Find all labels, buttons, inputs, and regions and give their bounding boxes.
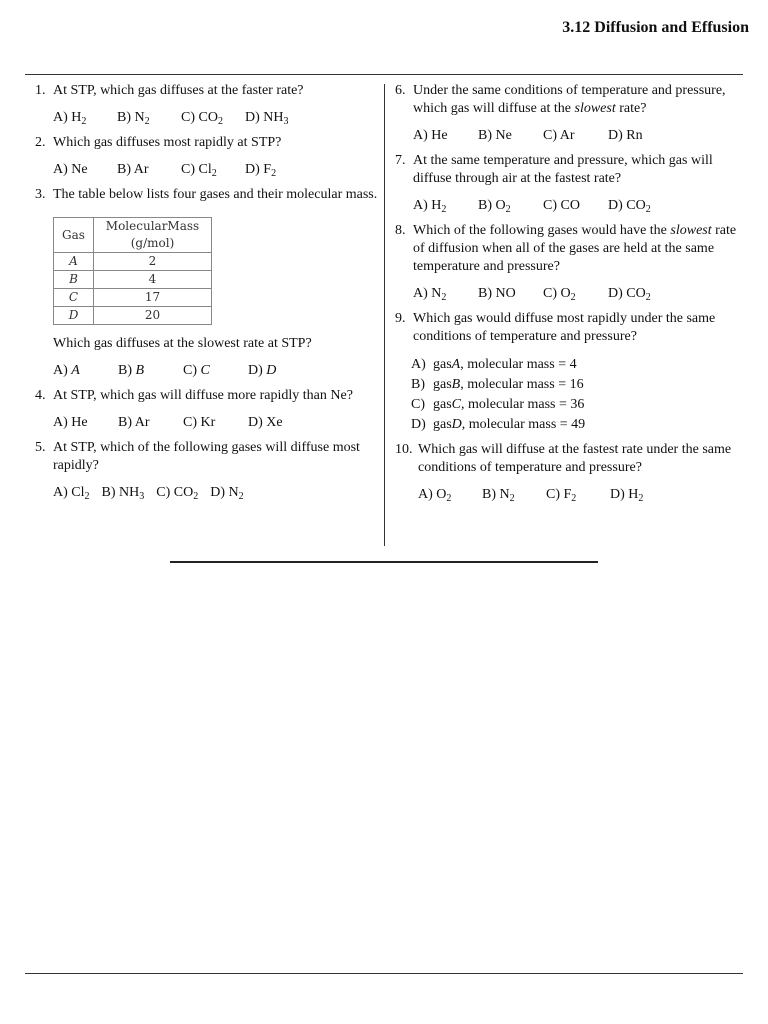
table-row <box>54 253 212 271</box>
choice-d[interactable]: D) $CO_2$ <box>608 198 651 215</box>
question-text: Which gas diffuses most rapidly at STP? <box>53 135 282 150</box>
question-text: At STP, which of the following gases will diffuse most rapidly? <box>53 440 360 473</box>
answer-choices <box>53 161 380 179</box>
header-rule <box>25 74 743 75</box>
question-text: Under the same conditions of temperature and pressure, which gas will diffuse at the slowest rate? <box>413 83 726 116</box>
gas-cell: D <box>54 307 94 325</box>
question-text: At the same temperature and pressure, which gas will diffuse through air at the fastest rate? <box>413 153 713 186</box>
question-10 <box>395 441 745 504</box>
answer-choices <box>53 484 380 502</box>
page-title: 3.12 Diffusion and Effusion <box>562 19 749 36</box>
gas-cell: B <box>54 271 94 289</box>
answer-choices <box>413 197 745 215</box>
choice-a[interactable]: A) gas A , molecular mass = 4 <box>411 357 577 372</box>
choice-b[interactable]: B) $N_2$ <box>482 487 515 504</box>
choice-a[interactable]: A) He <box>413 128 448 143</box>
question-number: 3. <box>35 187 46 202</box>
choice-a[interactable]: A) He <box>53 415 88 430</box>
answer-choices <box>53 109 380 127</box>
choice-c[interactable]: C) $CO_2$ <box>181 110 223 127</box>
question-6 <box>395 82 745 145</box>
mass-cell: 2 <box>94 253 212 271</box>
choice-d[interactable]: D) Xe <box>248 415 283 430</box>
question-text: At STP, which gas diffuses at the faster rate? <box>53 83 304 98</box>
choice-d[interactable]: D) $CO_2$ <box>608 286 651 303</box>
table-row <box>54 271 212 289</box>
question-text: The table below lists four gases and their molecular mass. <box>53 187 378 202</box>
header-molecular-mass: MolecularMass (g/mol) <box>94 218 212 253</box>
question-text: At STP, which gas will diffuse more rapidly than Ne? <box>53 388 353 403</box>
choice-d[interactable]: D) $H_2$ <box>610 487 644 504</box>
choice-b[interactable]: B) B <box>118 363 145 378</box>
answer-choices <box>413 127 745 145</box>
mass-cell: 4 <box>94 271 212 289</box>
question-1 <box>35 82 380 127</box>
choice-c[interactable]: C) $O_2$ <box>543 286 576 303</box>
mass-cell: 20 <box>94 307 212 325</box>
choice-a[interactable]: A) $O_2$ <box>418 487 452 504</box>
question-2 <box>35 134 380 179</box>
question-number: 6. <box>395 83 406 98</box>
question-number: 10. <box>395 442 413 457</box>
question-7 <box>395 152 745 215</box>
choice-a[interactable]: A) $H_2$ <box>53 110 87 127</box>
choice-b[interactable]: B) Ar <box>118 415 150 430</box>
question-text: Which gas will diffuse at the fastest rate under the same conditions of temperature and pressure? <box>418 442 732 475</box>
choice-c[interactable]: C) $F_2$ <box>546 487 577 504</box>
choice-b[interactable]: B) $NH_3$ <box>101 485 145 502</box>
choice-c[interactable]: C) Kr <box>183 415 216 430</box>
column-divider <box>384 84 385 546</box>
choice-c[interactable]: C) $CO_2$ <box>156 485 199 502</box>
question-number: 9. <box>395 311 406 326</box>
table-header-row <box>54 218 212 253</box>
header-gas: Gas <box>54 218 94 253</box>
answer-choices <box>418 486 745 504</box>
choice-a[interactable]: A) A <box>53 363 80 378</box>
choice-b[interactable]: B) $O_2$ <box>478 198 511 215</box>
choice-d[interactable]: D) gas D , molecular mass = 49 <box>411 417 586 432</box>
gas-cell: A <box>54 253 94 271</box>
mass-cell: 17 <box>94 289 212 307</box>
choice-d[interactable]: D) $NH_3$ <box>245 110 289 127</box>
choice-b[interactable]: B) gas B , molecular mass = 16 <box>411 377 584 392</box>
choice-c[interactable]: C) gas C , molecular mass = 36 <box>411 397 585 412</box>
question-9 <box>395 310 745 435</box>
choice-b[interactable]: B) Ar <box>117 162 149 177</box>
question-8 <box>395 222 745 303</box>
choice-c[interactable]: C) $Cl_2$ <box>181 162 217 179</box>
choice-d[interactable]: D) $F_2$ <box>245 162 277 179</box>
question-number: 4. <box>35 388 46 403</box>
question-subtext: Which gas diffuses at the slowest rate at STP? <box>53 336 312 351</box>
question-number: 8. <box>395 223 406 238</box>
answer-options <box>411 355 745 435</box>
question-3 <box>35 186 380 380</box>
table-row <box>54 307 212 325</box>
question-text: Which gas would diffuse most rapidly under the same conditions of temperature and pressure? <box>413 311 716 344</box>
question-5 <box>35 439 380 502</box>
gas-table <box>53 217 212 325</box>
answer-choices <box>413 285 745 303</box>
question-number: 7. <box>395 153 406 168</box>
choice-a[interactable]: A) Ne <box>53 162 88 177</box>
question-number: 1. <box>35 83 46 98</box>
choice-c[interactable]: C) C <box>183 363 210 378</box>
question-text: Which of the following gases would have the slowest rate of diffusion when all of the gases are held at the same temperature and pressure? <box>413 223 737 274</box>
gas-cell: C <box>54 289 94 307</box>
table-row <box>54 289 212 307</box>
choice-b[interactable]: B) NO <box>478 286 516 301</box>
answer-choices <box>53 362 380 380</box>
question-number: 2. <box>35 135 46 150</box>
choice-a[interactable]: A) $N_2$ <box>413 286 447 303</box>
choice-d[interactable]: D) Rn <box>608 128 643 143</box>
choice-d[interactable]: D) $N_2$ <box>210 485 244 502</box>
right-column <box>395 82 745 511</box>
answer-choices <box>53 414 380 432</box>
choice-b[interactable]: B) Ne <box>478 128 512 143</box>
question-number: 5. <box>35 440 46 455</box>
choice-a[interactable]: A) $H_2$ <box>413 198 447 215</box>
left-column <box>35 82 380 509</box>
choice-c[interactable]: C) Ar <box>543 128 575 143</box>
end-rule <box>170 561 598 563</box>
question-4 <box>35 387 380 432</box>
footer-rule <box>25 973 743 974</box>
choice-c[interactable]: C) CO <box>543 198 580 213</box>
choice-b[interactable]: B) $N_2$ <box>117 110 150 127</box>
choice-d[interactable]: D) D <box>248 363 277 378</box>
choice-a[interactable]: A) $Cl_2$ <box>53 485 90 502</box>
